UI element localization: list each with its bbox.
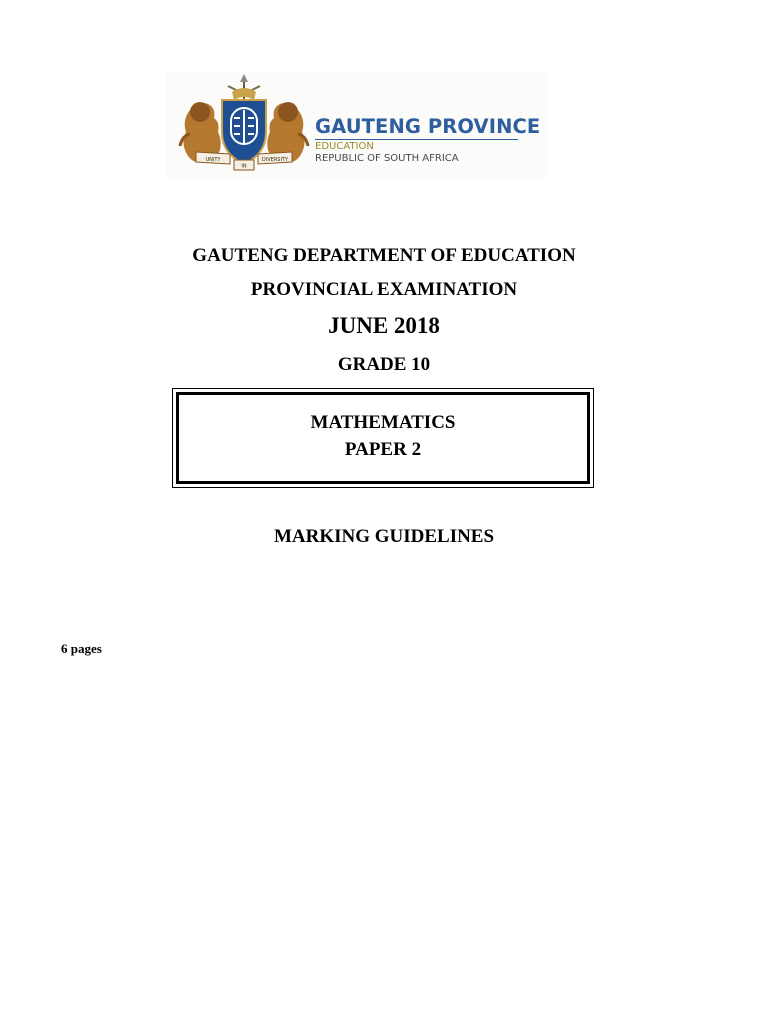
crest-motto-left: UNITY <box>205 157 221 163</box>
exam-type-heading: PROVINCIAL EXAMINATION <box>250 279 518 300</box>
subject-box <box>172 388 594 488</box>
page-count: 6 pages <box>61 641 102 656</box>
logo-department: EDUCATION <box>315 141 374 152</box>
province-underline <box>315 139 518 140</box>
coat-of-arms-icon <box>176 74 312 174</box>
gauteng-logo <box>166 72 548 178</box>
logo-text <box>315 116 540 165</box>
subject-name: MATHEMATICS <box>310 412 456 433</box>
grade-heading: GRADE 10 <box>337 354 431 375</box>
province-name: GAUTENG PROVINCE <box>315 115 541 138</box>
crest-motto-center: IN <box>241 163 247 170</box>
logo-country: REPUBLIC OF SOUTH AFRICA <box>315 153 459 164</box>
subject-box-inner-border <box>176 392 590 484</box>
exam-session-heading: JUNE 2018 <box>328 313 440 338</box>
document-type-heading: MARKING GUIDELINES <box>273 526 495 547</box>
department-heading: GAUTENG DEPARTMENT OF EDUCATION <box>192 245 576 266</box>
crest-motto-right: DIVERSITY <box>261 157 289 163</box>
paper-number: PAPER 2 <box>344 439 422 460</box>
